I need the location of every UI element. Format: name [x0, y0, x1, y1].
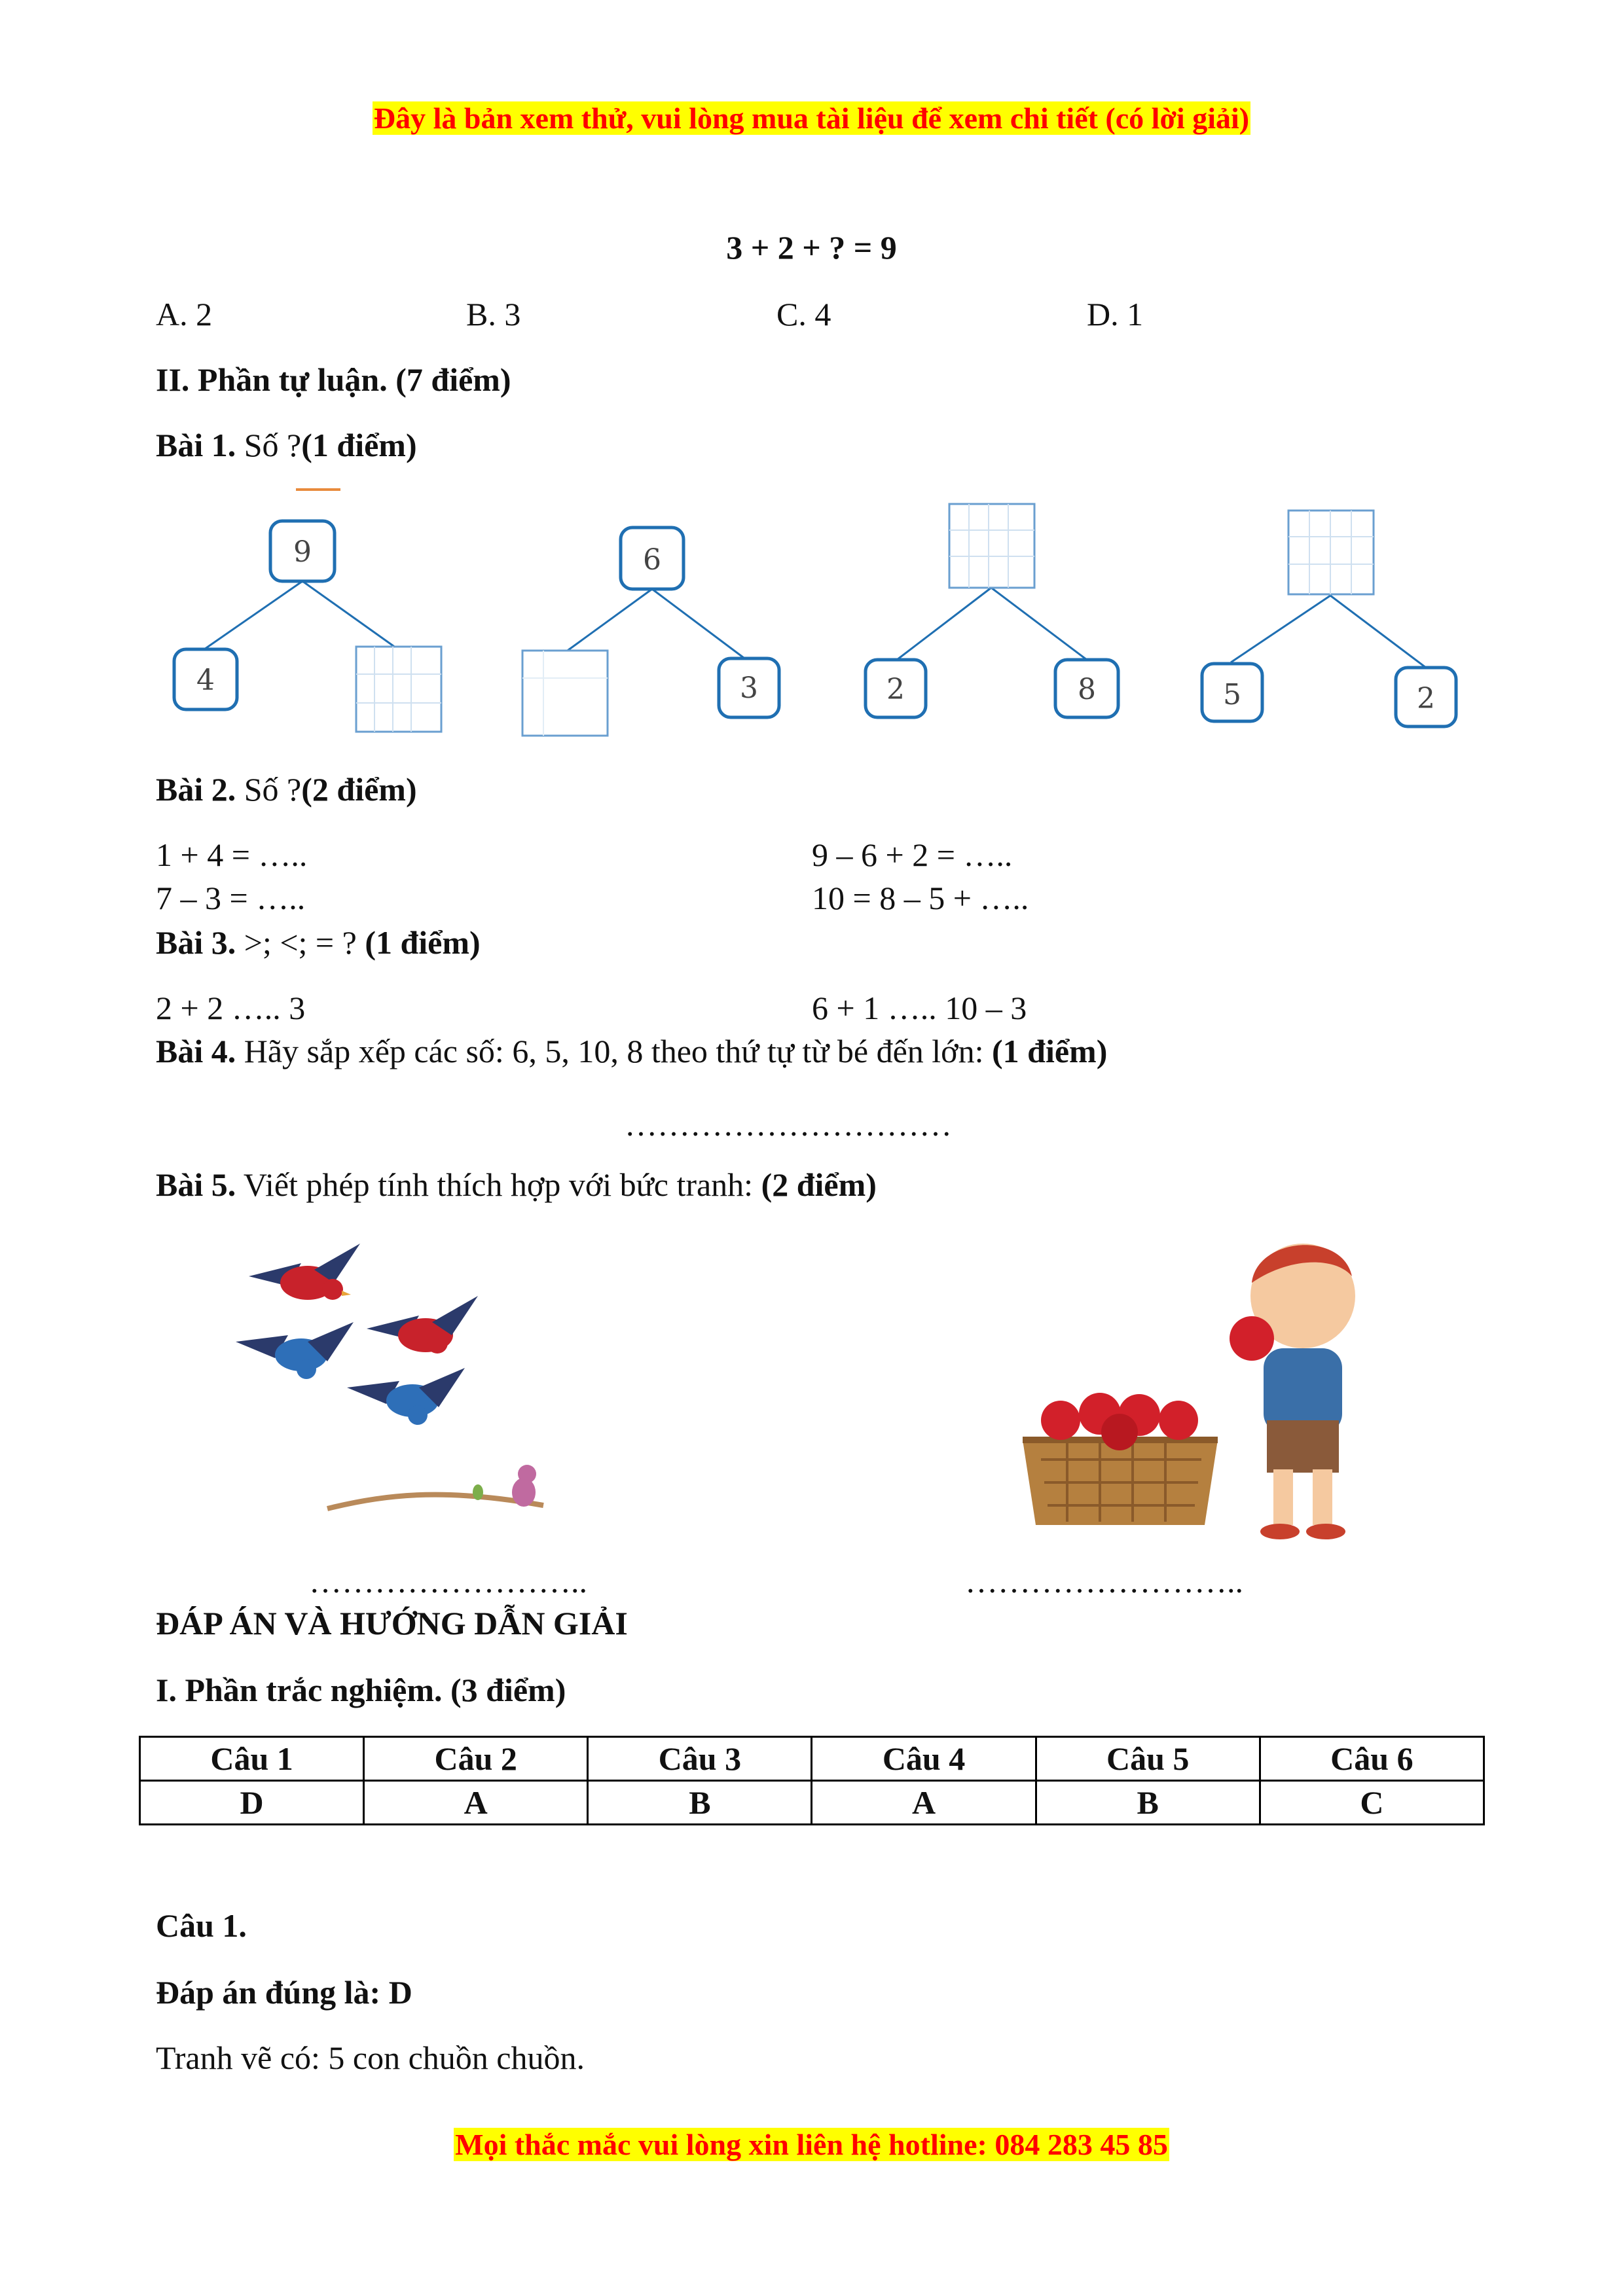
bai1-text: Số ?	[236, 427, 302, 463]
answer-value-cell: B	[588, 1781, 812, 1825]
option-d: D. 1	[1087, 296, 1144, 332]
cau1-answer: Đáp án đúng là: D	[156, 1974, 412, 2011]
bond-1	[174, 521, 441, 732]
bai4-answer-blank: …………………………	[625, 1106, 952, 1143]
bond-1-right-blank[interactable]	[356, 647, 441, 732]
answer-header-cell: Câu 5	[1036, 1737, 1260, 1781]
answer-value-cell: A	[812, 1781, 1036, 1825]
option-b: B. 3	[466, 296, 521, 332]
bai5-points: (2 điểm)	[761, 1166, 877, 1203]
question-expression: 3 + 2 + ? = 9	[726, 229, 897, 266]
number-bonds-svg	[0, 478, 1623, 740]
answer-value-cell: C	[1260, 1781, 1484, 1825]
bai1-points: (1 điểm)	[301, 427, 417, 463]
bond-2-top: 6	[643, 543, 661, 577]
option-c: C. 4	[776, 296, 831, 332]
answer-value-cell: D	[140, 1781, 364, 1825]
bai3-text: >; <; = ?	[236, 924, 365, 961]
blue-bird-icon	[347, 1368, 465, 1425]
bai2-row1-right: 9 – 6 + 2 = …..	[812, 836, 1013, 873]
bai3-left: 2 + 2 ….. 3	[156, 990, 306, 1026]
cau1-label: Câu 1.	[156, 1907, 247, 1944]
bond-3-top-blank[interactable]	[949, 504, 1034, 588]
answer-header-cell: Câu 6	[1260, 1737, 1484, 1781]
red-bird-icon	[249, 1244, 360, 1300]
answer-header-cell: Câu 1	[140, 1737, 364, 1781]
answer-value-cell: A	[364, 1781, 588, 1825]
answer-table-header-row	[140, 1737, 1484, 1781]
part2-title: II. Phần tự luận. (7 điểm)	[156, 361, 511, 398]
preview-banner	[0, 99, 1623, 137]
bai3-points: (1 điểm)	[365, 924, 481, 961]
bond-2-right: 3	[740, 672, 758, 705]
hotline-banner-text: Mọi thắc mắc vui lòng xin liên hệ hotline: 084 283 45 85	[455, 2128, 1168, 2161]
answer-table	[139, 1736, 1485, 1825]
bond-1-top: 9	[293, 535, 312, 569]
bai2-row2-left: 7 – 3 = …..	[156, 880, 306, 916]
apple-basket-icon	[1023, 1393, 1218, 1525]
number-bonds	[0, 478, 1623, 740]
boy-apples-illustration	[1015, 1224, 1395, 1545]
bai4-label: Bài 4.	[156, 1033, 236, 1069]
option-a: A. 2	[156, 296, 213, 332]
blue-bird-icon	[236, 1322, 354, 1379]
bond-4	[1202, 511, 1456, 726]
bai2-points: (2 điểm)	[301, 771, 417, 808]
bai5-blank-right: ……………………..	[965, 1563, 1243, 1600]
bai2-text: Số ?	[236, 771, 302, 808]
preview-banner-text: Đây là bản xem thử, vui lòng mua tài liệu để xem chi tiết (có lời giải)	[373, 101, 1250, 135]
answer-header-cell: Câu 3	[588, 1737, 812, 1781]
bond-3-left: 2	[886, 673, 905, 706]
bond-4-left: 5	[1223, 678, 1241, 711]
bai2-row2-right: 10 = 8 – 5 + …..	[812, 880, 1029, 916]
bai5-heading	[156, 1165, 877, 1204]
bai5-blank-left: ……………………..	[309, 1563, 587, 1600]
bond-3	[866, 504, 1118, 717]
small-bird-icon	[512, 1465, 536, 1507]
bai2-label: Bài 2.	[156, 771, 236, 808]
bai1-label: Bài 1.	[156, 427, 236, 463]
answer-header-cell: Câu 4	[812, 1737, 1036, 1781]
bond-4-right: 2	[1417, 682, 1435, 715]
bai2-row1-left: 1 + 4 = …..	[156, 836, 308, 873]
bai3-right: 6 + 1 ….. 10 – 3	[812, 990, 1027, 1026]
bai2-heading	[156, 770, 417, 809]
answer-value-cell: B	[1036, 1781, 1260, 1825]
bai3-heading	[156, 923, 481, 962]
bai4-heading	[156, 1031, 1107, 1071]
bai3-label: Bài 3.	[156, 924, 236, 961]
red-bird-icon	[367, 1296, 478, 1354]
cau1-explanation: Tranh vẽ có: 5 con chuồn chuồn.	[156, 2039, 585, 2076]
answer-header-cell: Câu 2	[364, 1737, 588, 1781]
bai4-text: Hãy sắp xếp các số: 6, 5, 10, 8 theo thứ tự từ bé đến lớn:	[236, 1033, 992, 1069]
answers-part1-title: I. Phần trắc nghiệm. (3 điểm)	[156, 1672, 566, 1708]
boy-icon	[1230, 1244, 1355, 1539]
bai5-label: Bài 5.	[156, 1166, 236, 1203]
bai1-heading	[156, 425, 417, 465]
bond-3-right: 8	[1078, 673, 1096, 706]
answer-table-value-row	[140, 1781, 1484, 1825]
bond-2	[522, 528, 779, 736]
birds-illustration	[229, 1230, 583, 1538]
answers-title: ĐÁP ÁN VÀ HƯỚNG DẪN GIẢI	[156, 1605, 628, 1641]
bai5-text: Viết phép tính thích hợp với bức tranh:	[236, 1166, 761, 1203]
bond-2-left-blank[interactable]	[522, 651, 608, 736]
bond-1-left: 4	[196, 664, 215, 697]
hotline-banner	[0, 2126, 1623, 2164]
bai4-points: (1 điểm)	[992, 1033, 1108, 1069]
branch-icon	[327, 1484, 543, 1509]
